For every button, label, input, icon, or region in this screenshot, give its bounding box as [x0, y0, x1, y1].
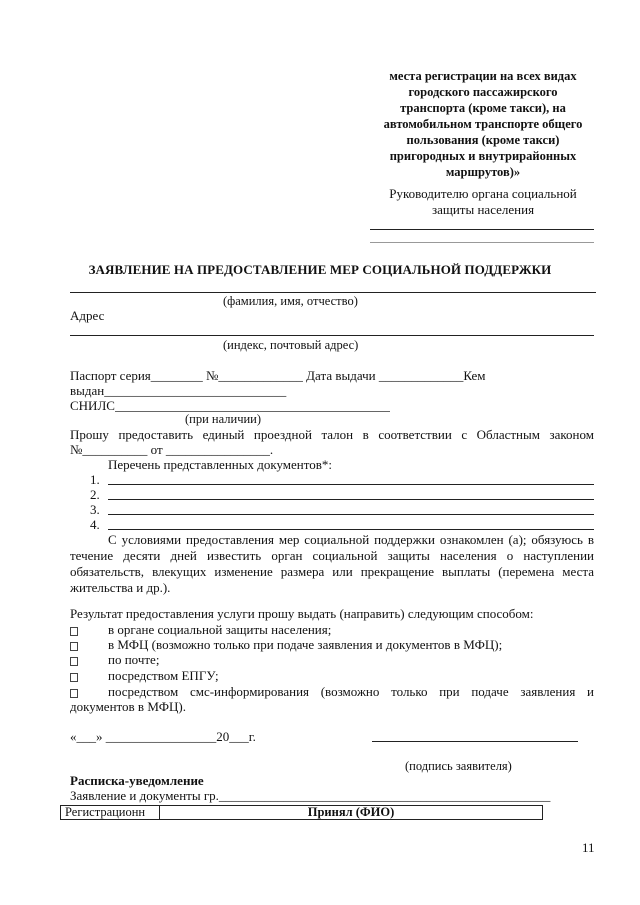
docs-number: 2.: [90, 487, 100, 502]
agreement-paragraph: С условиями предоставления мер социальной поддержки ознакомлен (а); обязуюсь в течение десяти дней известить орган социальной защиты населения о наступлении обязательств, влекущих изменение размера или прекращение выплаты (перемена места жительства и др.).: [70, 532, 594, 595]
page-number: 11: [582, 840, 595, 855]
docs-blank[interactable]: [108, 529, 594, 530]
docs-number: 3.: [90, 502, 100, 517]
snils-label: СНИЛС: [70, 398, 115, 413]
docs-heading: Перечень представленных документов*:: [108, 457, 333, 472]
option-label-continued: документов в МФЦ).: [70, 699, 186, 714]
receipt-title: Расписка-уведомление: [70, 773, 204, 788]
document-title: ЗАЯВЛЕНИЕ НА ПРЕДОСТАВЛЕНИЕ МЕР СОЦИАЛЬНОЙ ПОДДЕРЖКИ: [88, 262, 552, 277]
fio-hint: (фамилия, имя, отчество): [223, 294, 358, 308]
header-note-line: автомобильном транспорте общего: [383, 117, 583, 131]
addressee-line: защиты населения: [431, 202, 535, 217]
receipt-col-accepted: Принял (ФИО): [160, 806, 543, 820]
passport-line[interactable]: Паспорт серия________ №_____________ Дата выдачи _____________Кем: [70, 368, 486, 383]
header-note-line: пригородных и внутрирайонных: [389, 149, 577, 163]
option-label: посредством смс-информирования (возможно только при подаче заявления и: [108, 684, 594, 699]
docs-number: 1.: [90, 472, 100, 487]
fio-blank[interactable]: [70, 292, 596, 293]
signature-hint: (подпись заявителя): [405, 759, 512, 773]
table-row: [61, 806, 543, 820]
request-line-2[interactable]: №__________ от ________________.: [70, 442, 274, 457]
docs-blank[interactable]: [108, 514, 594, 515]
option-label: посредством ЕПГУ;: [108, 668, 219, 683]
receipt-line[interactable]: Заявление и документы гр.___________________________________________________: [70, 788, 551, 803]
result-heading: Результат предоставления услуги прошу выдать (направить) следующим способом:: [70, 606, 534, 621]
receipt-col-registration: Регистрационн: [61, 806, 160, 820]
docs-number: 4.: [90, 517, 100, 532]
option-label: в органе социальной защиты населения;: [108, 622, 332, 637]
header-note-line: транспорта (кроме такси), на: [400, 101, 566, 115]
snils-hint: (при наличии): [185, 412, 262, 426]
checkbox[interactable]: [70, 627, 78, 636]
checkbox[interactable]: [70, 689, 78, 698]
issued-line[interactable]: выдан____________________________: [70, 383, 287, 398]
checkbox[interactable]: [70, 673, 78, 682]
date-line[interactable]: «___» _________________20___г.: [70, 729, 256, 744]
option-label: по почте;: [108, 652, 160, 667]
header-note-line: пользования (кроме такси): [406, 133, 560, 147]
docs-blank[interactable]: [108, 499, 594, 500]
header-note-line: маршрутов)»: [445, 165, 521, 179]
address-blank[interactable]: [70, 335, 594, 336]
address-hint: (индекс, почтовый адрес): [223, 338, 359, 352]
addressee-line: Руководителю органа социальной: [389, 186, 577, 201]
request-line-1: Прошу предоставить единый проездной талон в соответствии с Областным законом: [70, 427, 594, 442]
addressee-blank-2[interactable]: [370, 242, 594, 243]
docs-blank[interactable]: [108, 484, 594, 485]
addressee-blank-1[interactable]: [370, 229, 594, 230]
header-note-line: места регистрации на всех видах: [389, 69, 577, 83]
checkbox[interactable]: [70, 642, 78, 651]
address-label: Адрес: [70, 308, 105, 323]
header-note-line: городского пассажирского: [408, 85, 558, 99]
receipt-table: [60, 805, 543, 820]
signature-blank[interactable]: [372, 741, 578, 742]
checkbox[interactable]: [70, 657, 78, 666]
option-label: в МФЦ (возможно только при подаче заявления и документов в МФЦ);: [108, 637, 503, 652]
